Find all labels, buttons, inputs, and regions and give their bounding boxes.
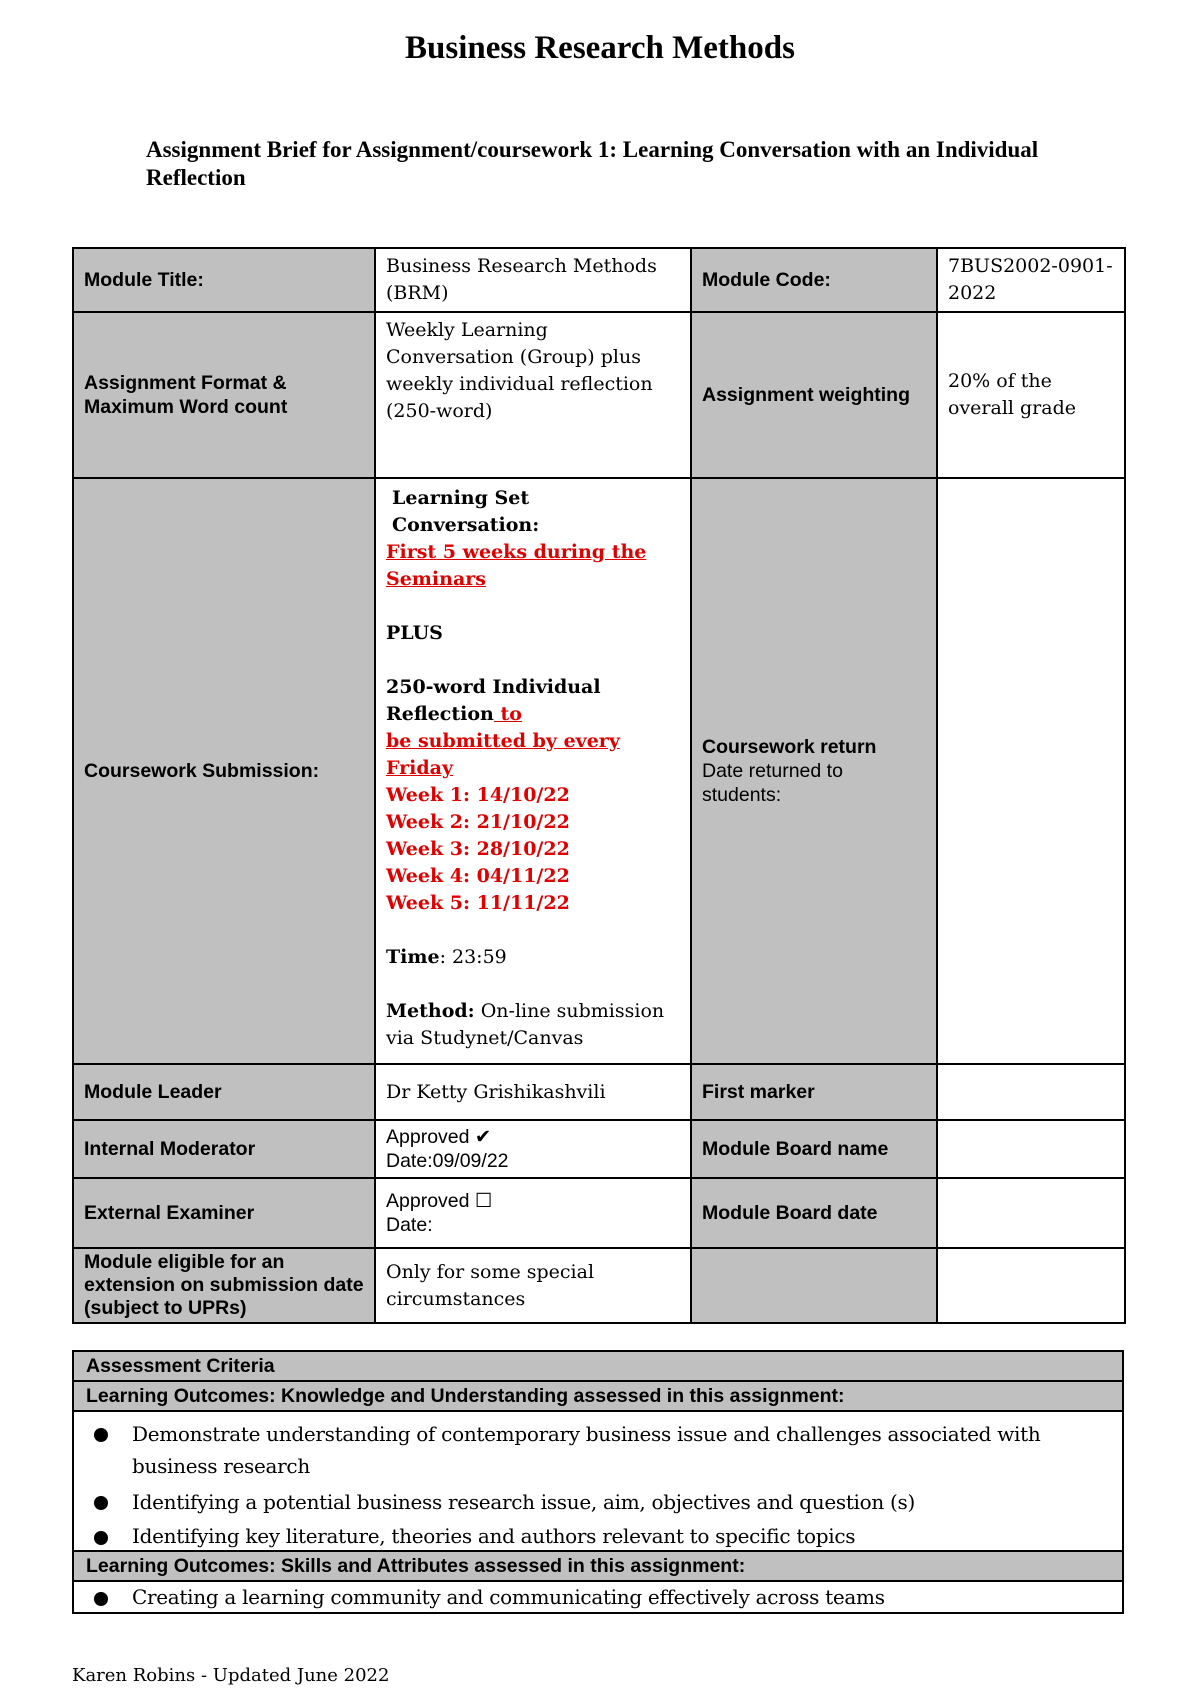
submission-week: Week 5: 11/11/22 xyxy=(386,892,570,914)
page-footer: Karen Robins - Updated June 2022 xyxy=(72,1665,390,1686)
page-title: Business Research Methods xyxy=(405,30,795,66)
coursework-return-value xyxy=(937,478,1125,1064)
submission-reflection: 250-word Individual Reflection xyxy=(386,676,601,725)
external-examiner-value xyxy=(375,1178,691,1248)
assessment-criteria-table xyxy=(72,1350,1124,1614)
assignment-details-table xyxy=(72,247,1126,1324)
list-item: Identifying a potential business research issue, aim, objectives and question (s) xyxy=(132,1486,1110,1518)
coursework-return-cell xyxy=(691,478,937,1064)
first-marker-label: First marker xyxy=(691,1064,937,1120)
module-title-label: Module Title: xyxy=(73,248,375,312)
submission-plus: PLUS xyxy=(386,622,443,644)
format-value: Weekly Learning Conversation (Group) plus weekly individual reflection (250-word) xyxy=(375,312,691,478)
extension-blank-gray xyxy=(691,1248,937,1323)
extension-value: Only for some special circumstances xyxy=(375,1248,691,1323)
submission-week: Week 1: 14/10/22 xyxy=(386,784,570,806)
module-code-value: 7BUS2002-0901-2022 xyxy=(937,248,1125,312)
knowledge-understanding-outcomes xyxy=(73,1411,1123,1551)
submission-heading: Learning Set Conversation: xyxy=(392,487,540,536)
knowledge-understanding-heading: Learning Outcomes: Knowledge and Understanding assessed in this assignment: xyxy=(73,1381,1123,1411)
submission-to: to xyxy=(493,703,522,725)
skills-attributes-outcomes xyxy=(73,1581,1123,1613)
module-board-name-label: Module Board name xyxy=(691,1120,937,1178)
extension-blank xyxy=(937,1248,1125,1323)
list-item: Identifying key literature, theories and authors relevant to specific topics xyxy=(132,1522,1110,1550)
external-examiner-label: External Examiner xyxy=(73,1178,375,1248)
module-board-date-label: Module Board date xyxy=(691,1178,937,1248)
weighting-value: 20% of the overall grade xyxy=(937,312,1125,478)
submission-week: Week 4: 04/11/22 xyxy=(386,865,570,887)
skills-attributes-heading: Learning Outcomes: Skills and Attributes assessed in this assignment: xyxy=(73,1551,1123,1581)
moderator-approved: Approved ✔ xyxy=(386,1126,492,1148)
coursework-return-note: Date returned to students: xyxy=(702,760,843,806)
internal-moderator-label: Internal Moderator xyxy=(73,1120,375,1178)
method-value: On-line submission via Studynet/Canvas xyxy=(386,1000,665,1049)
weighting-label: Assignment weighting xyxy=(691,312,937,478)
method-label: Method: xyxy=(386,1000,475,1022)
time-label: Time xyxy=(386,946,440,968)
assessment-criteria-heading: Assessment Criteria xyxy=(73,1351,1123,1381)
module-leader-value: Dr Ketty Grishikashvili xyxy=(375,1064,691,1120)
module-board-name-value xyxy=(937,1120,1125,1178)
submission-label: Coursework Submission: xyxy=(73,478,375,1064)
submission-week: Week 2: 21/10/22 xyxy=(386,811,570,833)
submission-week: Week 3: 28/10/22 xyxy=(386,838,570,860)
submission-details xyxy=(375,478,691,1064)
bullet-icon xyxy=(94,1496,108,1510)
extension-label: Module eligible for an extension on submission date (subject to UPRs) xyxy=(73,1248,375,1323)
time-value: : 23:59 xyxy=(439,946,507,968)
first-marker-value xyxy=(937,1064,1125,1120)
format-label: Assignment Format & Maximum Word count xyxy=(73,312,375,478)
submission-deadline-note: be submitted by every Friday xyxy=(386,730,620,779)
assignment-subtitle: Assignment Brief for Assignment/coursework 1: Learning Conversation with an Individual Reflection xyxy=(146,137,1039,190)
module-leader-label: Module Leader xyxy=(73,1064,375,1120)
module-title-value: Business Research Methods (BRM) xyxy=(375,248,691,312)
coursework-return-label: Coursework return xyxy=(702,736,877,758)
list-item: Creating a learning community and communicating effectively across teams xyxy=(132,1582,1110,1612)
list-item: Demonstrate understanding of contemporary business issue and challenges associated with business research xyxy=(132,1418,1110,1482)
bullet-icon xyxy=(94,1531,108,1545)
bullet-icon xyxy=(94,1592,108,1606)
module-board-date-value xyxy=(937,1178,1125,1248)
internal-moderator-value xyxy=(375,1120,691,1178)
examiner-approved: Approved ☐ xyxy=(386,1190,493,1212)
submission-first-weeks: First 5 weeks during the Seminars xyxy=(386,541,647,590)
examiner-date: Date: xyxy=(386,1214,433,1236)
bullet-icon xyxy=(94,1428,108,1442)
moderator-date: Date:09/09/22 xyxy=(386,1150,509,1172)
module-code-label: Module Code: xyxy=(691,248,937,312)
